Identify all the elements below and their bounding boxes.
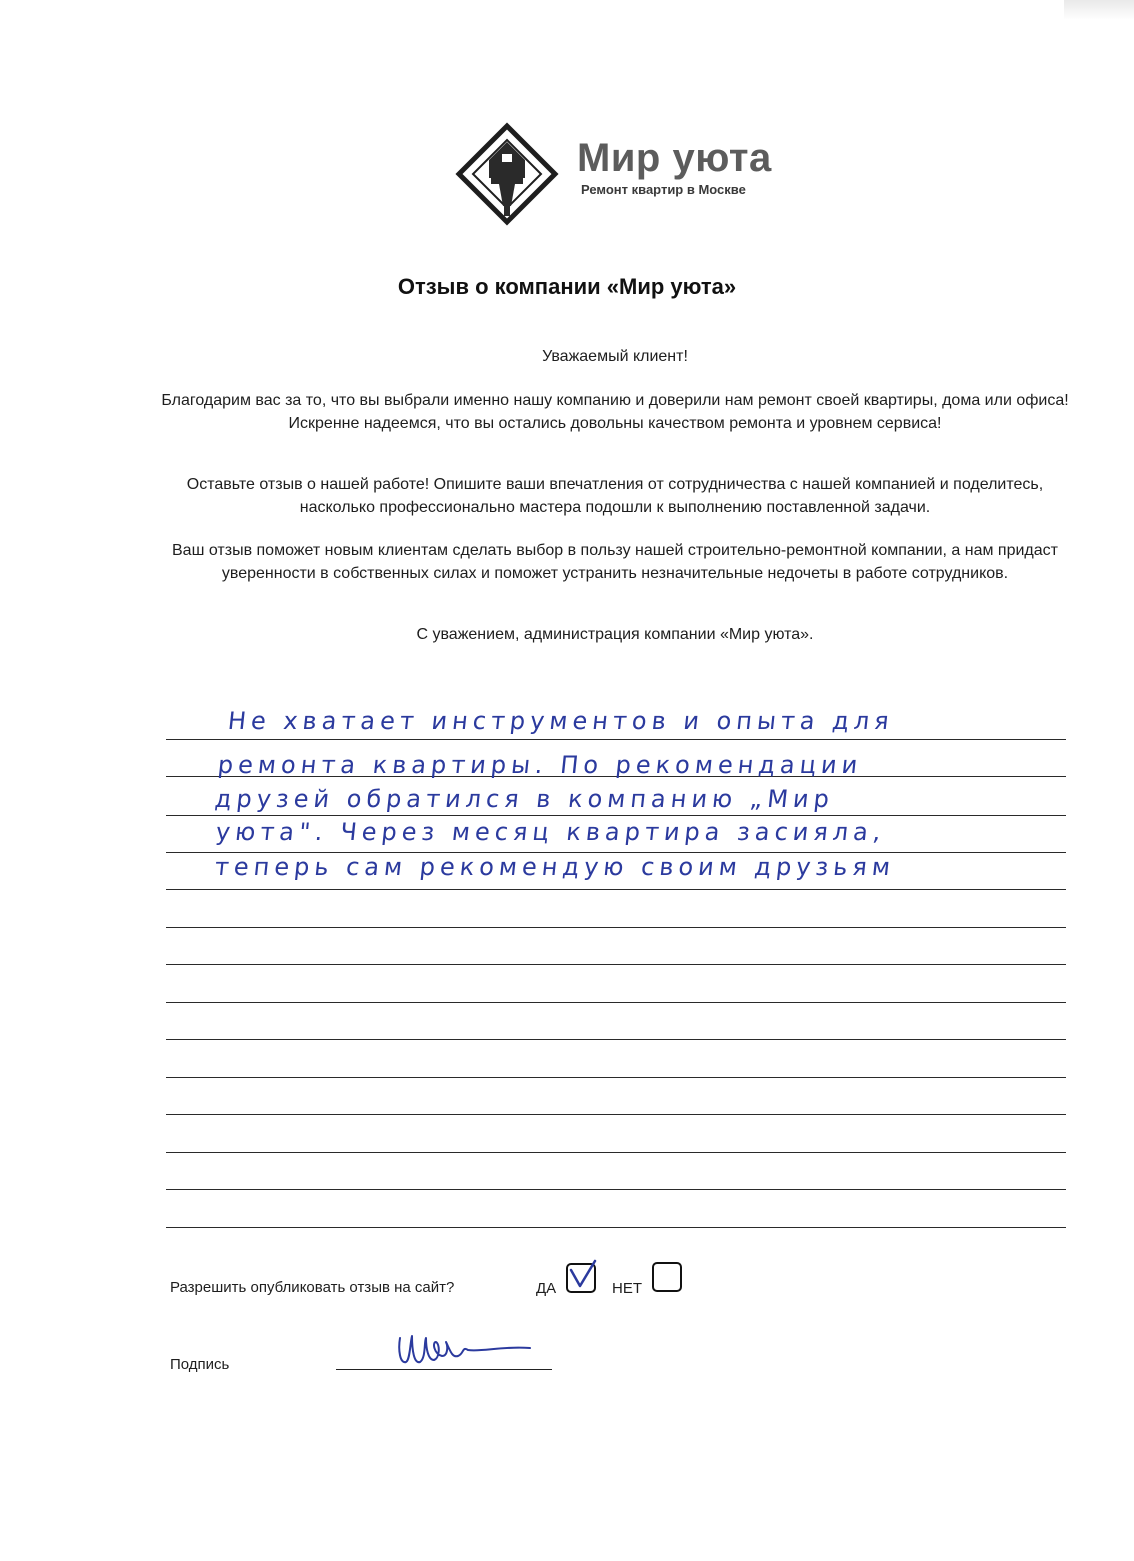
greeting: Уважаемый клиент! [542,348,688,365]
ruled-line [166,927,1066,928]
scan-edge-shadow [1064,0,1134,20]
request-paragraph: Оставьте отзыв о нашей работе! Опишите ваши впечатления от сотрудничества с нашей компанией и поделитесь, насколько профессионально мастера подошли к выполнению поставленной задачи. [186,476,1044,516]
review-text-line: Не хватает инструментов и опыта для [226,707,896,735]
ruled-line [166,889,1066,890]
signature-label: Подпись [170,1356,230,1373]
review-text-line: ремонта квартиры. По рекомендации [216,751,864,779]
review-text-line: теперь сам рекомендую своим друзьям [213,853,897,881]
no-label: НЕТ [612,1280,642,1297]
handwritten-signature [392,1320,542,1372]
yes-label: ДА [536,1280,557,1297]
benefit-paragraph: Ваш отзыв поможет новым клиентам сделать выбор в пользу нашей строительно-ремонтной компании, а нам придаст уверенности в собственных силах и поможет устранить незначительные недочеты в работе сотрудников. [172,542,1058,582]
ruled-line [166,964,1066,965]
publish-no-checkbox[interactable] [652,1262,682,1292]
checkmark-icon [564,1258,600,1292]
review-text-line: друзей обратился в компанию „Мир [213,785,836,813]
ruled-line [166,739,1066,740]
brand-name: Мир уюта [577,136,772,180]
closing-paragraph: С уважением, администрация компании «Мир уюта». [416,626,814,643]
ruled-line [166,1189,1066,1190]
review-text-line: уюта". Через месяц квартира засияла, [214,818,888,846]
page-title: Отзыв о компании «Мир уюта» [397,274,737,299]
ruled-line [166,1114,1066,1115]
thanks-paragraph: Благодарим вас за то, что вы выбрали именно нашу компанию и доверили нам ремонт своей квартиры, дома или офиса! Искренне надеемся, что вы остались довольны качеством ремонта и уровнем сервиса! [161,392,1069,432]
ruled-line [166,1039,1066,1040]
ruled-line [166,1227,1066,1228]
ruled-line [166,1002,1066,1003]
company-logo [455,122,775,226]
ruled-line [166,1077,1066,1078]
house-paintbrush-icon [455,122,559,226]
publish-question: Разрешить опубликовать отзыв на сайт? [170,1279,455,1296]
brand-tagline: Ремонт квартир в Москве [581,182,746,197]
ruled-line [166,815,1066,816]
ruled-line [166,1152,1066,1153]
